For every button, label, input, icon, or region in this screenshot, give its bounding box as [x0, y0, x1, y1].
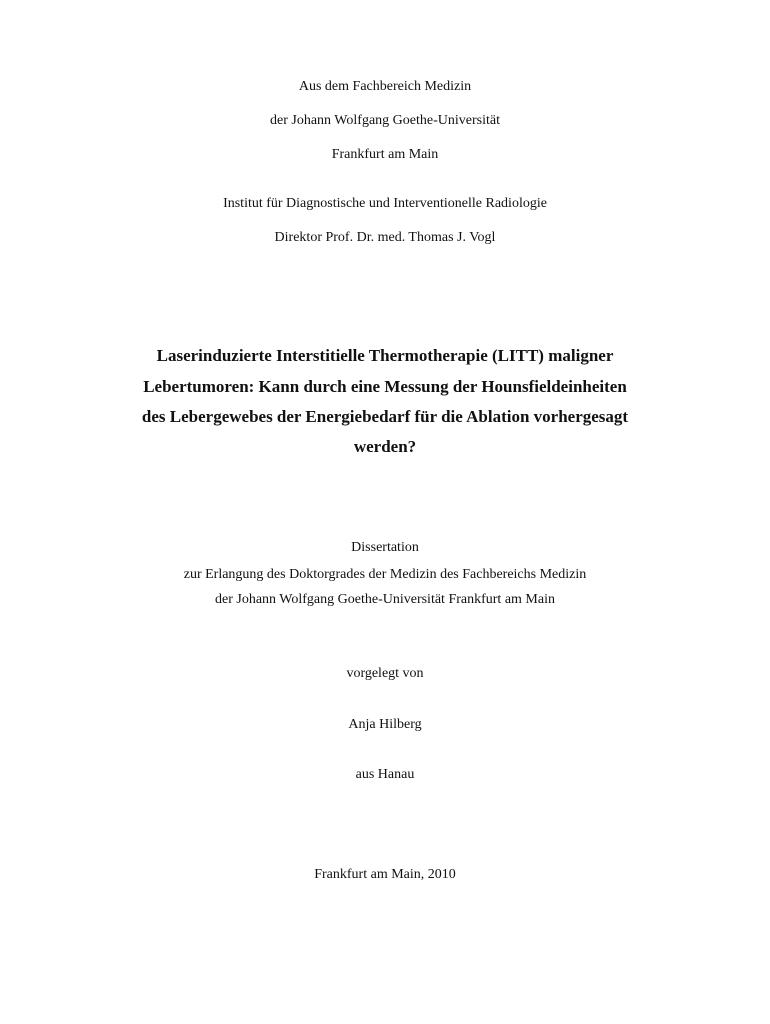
university-line: der Johann Wolfgang Goethe-Universität [270, 113, 500, 128]
faculty-line: Aus dem Fachbereich Medizin [298, 79, 472, 94]
author-origin: aus Hanau [355, 767, 415, 782]
thesis-title-line-2: Lebertumoren: Kann durch eine Messung der Hounsfieldeinheiten [143, 377, 627, 396]
dissertation-label: Dissertation [351, 540, 419, 555]
thesis-title-line-1: Laserinduzierte Interstitielle Thermotherapie (LITT) maligner [156, 346, 614, 365]
thesis-title-line-3: des Lebergewebes der Energiebedarf für die Ablation vorhergesagt [141, 407, 629, 426]
author-name: Anja Hilberg [348, 717, 422, 732]
director-line: Direktor Prof. Dr. med. Thomas J. Vogl [274, 230, 496, 245]
institute-line: Institut für Diagnostische und Interventionelle Radiologie [223, 196, 547, 211]
degree-line: zur Erlangung des Doktorgrades der Medizin des Fachbereichs Medizin [183, 567, 587, 582]
university-city-line: der Johann Wolfgang Goethe-Universität Frankfurt am Main [215, 592, 555, 607]
city-line: Frankfurt am Main [331, 147, 439, 162]
thesis-title-line-4: werden? [353, 437, 417, 456]
place-date: Frankfurt am Main, 2010 [314, 867, 456, 882]
presented-by: vorgelegt von [346, 666, 424, 681]
